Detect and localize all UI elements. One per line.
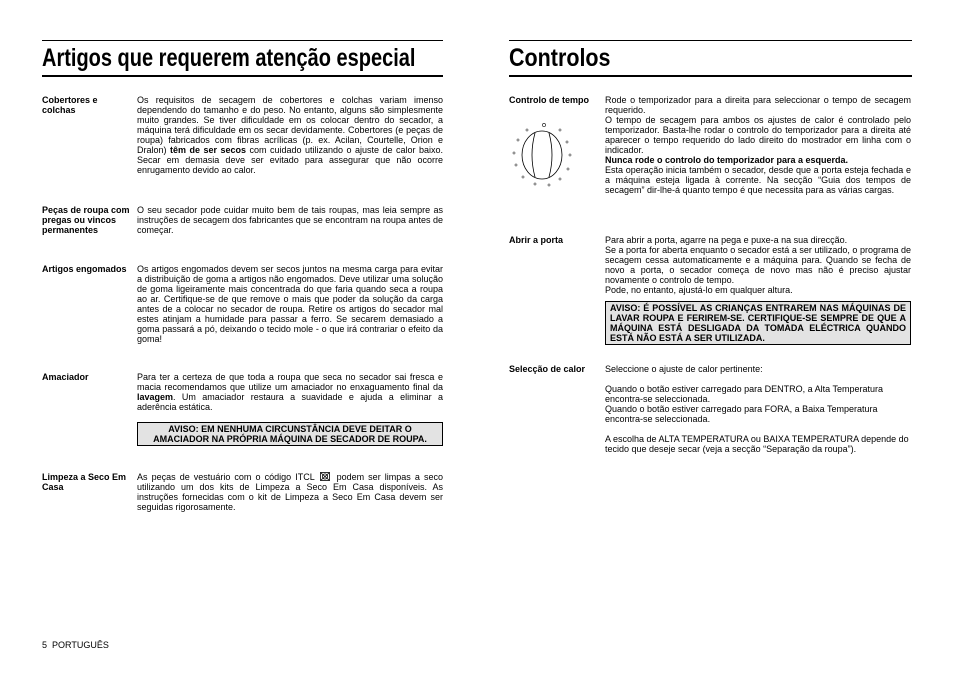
section-body: Seleccione o ajuste de calor pertinente: Quando o botão estiver carregado para DENTRO, a Alta Temperatura encontra-se seleccionada. Quando o botão estiver carregado para FORA, a Baixa Temperatura encontra-se seleccionada. A escolha de ALTA TEMPERATURA ou BAIXA TEMPERATURA depende do tecido que deseje secar (veja a secção “Separação da roupa”). — [605, 364, 909, 454]
page-number: 5 — [42, 640, 48, 650]
section-body: Para abrir a porta, agarre na pega e puxe-a na sua direcção. Se a porta for aberta enquanto o secador está a ser utilizado, o programa de secagem cessa automaticamente e a máquina para. Quando se fecha de novo a porta, o secador começa de novo mas não é preciso ajustar novamente o controlo de tempo. Pode, no entanto, ajustá-lo em qualquer altura. AVISO: É POSSÍVEL AS CRIANÇAS ENTRAREM NAS MÁQUINAS DE LAVAR ROUPA E FERIREM-SE. CERTIFIQUE-SE SEMPRE DE QUE A MÁQUINA ESTÁ DESLIGADA DA TOMADA ELÉCTRICA QUANDO ESTÁ NÃO ESTÁ A SER UTILIZADA. — [605, 235, 911, 343]
timer-dial-icon — [509, 115, 579, 187]
section-body: Os requisitos de secagem de cobertores e colchas variam imenso dependendo do tamanho e do peso. No entanto, alguns são simplesmente muito grandes. Se tiver dificuldade em os colocar dentro do secador, a máquina terá dificuldade em os secar devidamente. Cobertores (e peças de roupa) fabricados com fibras acrílicas (p. ex. Acilan, Courtelle, Orion e Dralon) têm de ser secos com cuidado utilizando o ajuste de calor baixo. Secar em demasia deve ser evitado para assegurar que não ocorre enrugamento devido ao calor. — [137, 95, 443, 175]
section-body: Para ter a certeza de que toda a roupa que seca no secador sai fresca e macia recomendamos que utilize um amaciador no enxaguamento final da lavagem. Um amaciador restaura a suavidade e ajuda a eliminar a aderência estática. AVISO: EM NENHUMA CIRCUNSTÂNCIA DEVE DEITAR O AMACIADOR NA PRÓPRIA MÁQUINA DE SECADOR DE ROUPA. — [137, 372, 443, 444]
section-term: Artigos engomados — [42, 264, 127, 274]
section-term: Controlo de tempo — [509, 95, 589, 105]
page-footer — [42, 640, 109, 650]
itcl-dry-clean-symbol-icon — [320, 472, 330, 481]
softener-warning-box: AVISO: EM NENHUMA CIRCUNSTÂNCIA DEVE DEITAR O AMACIADOR NA PRÓPRIA MÁQUINA DE SECADOR DE ROUPA. — [137, 422, 443, 446]
section-term: Selecção de calor — [509, 364, 586, 374]
section-term: Amaciador — [42, 372, 89, 382]
right-column — [509, 40, 912, 454]
page-title-controls: Controlos — [509, 44, 611, 72]
left-column — [42, 40, 443, 512]
section-body: Os artigos engomados devem ser secos juntos na mesma carga para evitar a distribuição de goma a artigos não engomados. Deve utilizar uma solução de goma ligeiramente mais concentrada do que faria quando seca a roupa ao ar. Certifique-se de que remove o mais que poder da solução da carga antes de a colocar no secador de roupa. Retire os artigos do secador mal estes atinjam a humidade para passar a ferro. Se secarem demasiado a goma passará a pó, deixando o tecido mole - o que irá contrariar o efeito da goma! — [137, 264, 443, 344]
page-title-special-items: Artigos que requerem atenção especial — [42, 44, 416, 72]
right-title-bar — [509, 40, 912, 77]
section-body: O seu secador pode cuidar muito bem de tais roupas, mas leia sempre as instruções de secagem dos fabricantes que se encontram na roupa antes de começar. — [137, 205, 443, 235]
section-term: Limpeza a Seco Em Casa — [42, 472, 127, 492]
section-body: As peças de vestuário com o código ITCL podem ser limpas a seco utilizando um dos kits de Limpeza a Seco Em Casa disponíveis. As instruções fornecidas com o kit de Limpeza a Seco Em Casa devem ser seguidas rigorosamente. — [137, 472, 443, 512]
left-title-bar — [42, 40, 443, 77]
footer-language: PORTUGUÊS — [52, 640, 109, 650]
section-term: Cobertores e colchas — [42, 95, 98, 115]
section-body: Rode o temporizador para a direita para seleccionar o tempo de secagem requerido. O tempo de secagem para ambos os ajustes de calor é controlado pelo temporizador. Basta-lhe rodar o controlo do temporizador para a direita até aparecer o tempo requerido do lado direito do mostrador em linha com o indicador. Nunca rode o controlo do temporizador para a esquerda. Esta operação inicia também o secador, desde que a porta esteja fechada e a máquina esteja ligada à corrente. Na secção “Guia dos tempos de secagem” dir-lhe-á quanto tempo é que necessita para as várias cargas. — [605, 95, 911, 195]
children-warning-box: AVISO: É POSSÍVEL AS CRIANÇAS ENTRAREM NAS MÁQUINAS DE LAVAR ROUPA E FERIREM-SE. CERTIFIQUE-SE SEMPRE DE QUE A MÁQUINA ESTÁ DESLIGADA DA TOMADA ELÉCTRICA QUANDO ESTÁ NÃO ESTÁ A SER UTILIZADA. — [605, 301, 911, 345]
section-term: Peças de roupa com pregas ou vincos permanentes — [42, 205, 130, 235]
section-term: Abrir a porta — [509, 235, 564, 245]
